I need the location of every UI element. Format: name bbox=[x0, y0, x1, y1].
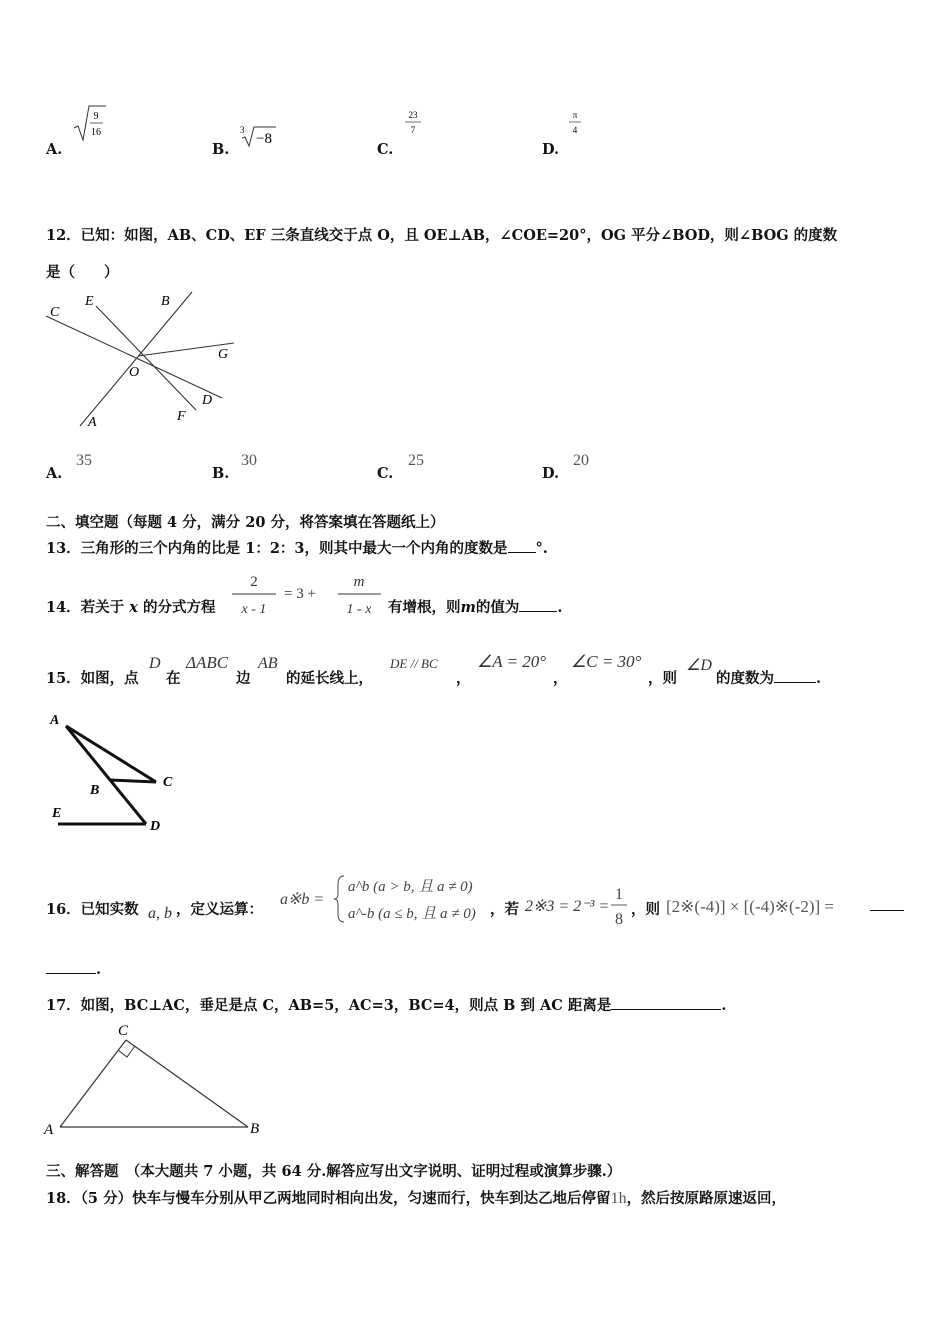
section3-title: 三、解答题 （本大题共 7 小题，共 64 分.解答应写出文字说明、证明过程或演算步骤.） bbox=[46, 1163, 622, 1180]
q14-var-x: x bbox=[129, 599, 138, 616]
segment-ad bbox=[66, 726, 146, 824]
q12-option-b-label: B. bbox=[212, 465, 230, 482]
q14-frac1-den: x - 1 bbox=[241, 602, 267, 617]
q15-comma2: ， bbox=[553, 670, 568, 687]
q11-option-b-label: B. bbox=[212, 141, 230, 158]
q14-prefix: 14．若关于 x 的分式方程 bbox=[46, 599, 216, 616]
q11-option-d-fraction bbox=[566, 108, 584, 138]
q11-option-c-fraction bbox=[402, 108, 424, 138]
q16-p4: ，则 bbox=[631, 901, 660, 918]
q12-option-b-value: 30 bbox=[241, 452, 257, 469]
q16-answer-blank-1[interactable] bbox=[870, 910, 904, 911]
q15-cond1: DE // BC bbox=[390, 656, 438, 671]
q18-p2: ，然后按原路原速返回， bbox=[626, 1190, 787, 1207]
label-c: C bbox=[118, 1023, 129, 1039]
q16-p3: ，若 bbox=[490, 901, 519, 918]
q11-d-num: π bbox=[572, 110, 578, 120]
q11-a-num: 9 bbox=[93, 111, 99, 122]
q15-triangle: ΔABC bbox=[186, 653, 229, 672]
q14-suffix: 有增根，则m的值为 . bbox=[388, 599, 563, 616]
label-b: B bbox=[90, 783, 100, 798]
q14-frac2-den: 1 - x bbox=[346, 602, 372, 617]
q15-point-d: D bbox=[149, 655, 161, 672]
q11-option-b-cuberoot bbox=[238, 124, 280, 148]
q11-a-den: 16 bbox=[91, 127, 101, 138]
label-f: F bbox=[177, 409, 186, 424]
q13-answer-blank[interactable] bbox=[508, 540, 536, 553]
q17-figure bbox=[42, 1016, 272, 1140]
segment-cb bbox=[126, 1040, 248, 1127]
q15-comma1: ， bbox=[456, 670, 471, 687]
q14-eq: = 3 + bbox=[284, 586, 316, 602]
q11-option-c-label: C. bbox=[377, 141, 394, 158]
q18-p1: 18．（5 分）快车与慢车分别从甲乙两地同时相向出发，匀速而行，快车到达乙地后停留 bbox=[46, 1190, 611, 1207]
q12-option-c-label: C. bbox=[377, 465, 394, 482]
q12-stem-line1: 12．已知：如图，AB、CD、EF 三条直线交于点 O，且 OE⊥AB，∠COE=20°，OG 平分∠BOD，则∠BOG 的度数 bbox=[46, 227, 838, 244]
q12-option-a-label: A. bbox=[46, 465, 63, 482]
q16-example: 2※3 = 2⁻³ = bbox=[525, 898, 610, 915]
segment-ac bbox=[60, 1040, 126, 1127]
q15-p3: 边 bbox=[236, 670, 251, 687]
q18-unit: 1h bbox=[610, 1190, 627, 1207]
q16-frac-num: 1 bbox=[615, 886, 623, 903]
q16-case2: a^-b (a ≤ b, 且 a ≠ 0) bbox=[348, 906, 476, 922]
q14-answer-blank[interactable] bbox=[519, 599, 557, 612]
q12-figure bbox=[42, 286, 242, 432]
q14-equation bbox=[228, 570, 388, 620]
q12-option-c-value: 25 bbox=[408, 452, 424, 469]
q16-fraction bbox=[608, 880, 630, 930]
q13-suffix: °. bbox=[535, 540, 548, 557]
label-e: E bbox=[85, 294, 94, 309]
q15-ab: AB bbox=[258, 655, 278, 672]
q11-option-d-label: D. bbox=[542, 141, 560, 158]
q16-def: a※b = bbox=[280, 891, 325, 908]
q16-p1: 16．已知实数 bbox=[46, 901, 139, 918]
segment-ac bbox=[66, 726, 156, 782]
segment-bc bbox=[110, 780, 156, 782]
q15-p5: ，则 bbox=[648, 670, 677, 687]
q16-frac-den: 8 bbox=[615, 911, 623, 928]
q15-cond2: ∠A = 20° bbox=[477, 652, 547, 671]
line-ab bbox=[80, 292, 192, 426]
q13 bbox=[46, 537, 548, 558]
label-d: D bbox=[150, 819, 161, 834]
label-c: C bbox=[163, 775, 173, 790]
label-d: D bbox=[202, 393, 213, 408]
q16-answer-blank-2[interactable] bbox=[46, 961, 96, 974]
q12-option-a-value: 35 bbox=[76, 452, 92, 469]
label-b: B bbox=[250, 1121, 260, 1137]
q15-p2: 在 bbox=[166, 670, 181, 687]
q12-option-d-label: D. bbox=[542, 465, 560, 482]
q11-d-den: 4 bbox=[572, 125, 578, 135]
q14-frac1-num: 2 bbox=[250, 574, 258, 590]
q15-figure bbox=[44, 706, 184, 836]
q16-ab: a, b bbox=[148, 905, 172, 922]
label-a: A bbox=[50, 713, 60, 728]
q16-line2: . bbox=[46, 961, 101, 978]
q15-p1: 15．如图，点 bbox=[46, 670, 139, 687]
q12-stem-line2: 是（ ） bbox=[46, 264, 119, 281]
label-b: B bbox=[161, 294, 170, 309]
section2-title: 二、填空题（每题 4 分，满分 20 分，将答案填在答题纸上） bbox=[46, 514, 445, 531]
q17-answer-blank[interactable] bbox=[611, 997, 721, 1010]
q11-b-index: 3 bbox=[240, 125, 245, 135]
q13-text: 13．三角形的三个内角的比是 1：2：3，则其中最大一个内角的度数是 bbox=[46, 540, 508, 557]
q14-var-m: m bbox=[460, 599, 476, 616]
q12-option-d-value: 20 bbox=[573, 452, 589, 469]
q11-c-num: 23 bbox=[408, 110, 418, 120]
q15-angle-d: ∠D bbox=[686, 657, 712, 674]
label-e: E bbox=[52, 806, 62, 821]
q18 bbox=[46, 1187, 786, 1208]
label-o: O bbox=[129, 365, 140, 380]
line-cd bbox=[46, 316, 222, 398]
q11-b-expr: −8 bbox=[256, 131, 272, 147]
q11-option-a-label: A. bbox=[46, 141, 63, 158]
q11-c-den: 7 bbox=[410, 125, 416, 135]
label-c: C bbox=[50, 305, 60, 320]
q15-p4: 的延长线上， bbox=[286, 670, 373, 687]
line-ef bbox=[96, 306, 196, 410]
q15-p6: 的度数为 . bbox=[716, 670, 822, 687]
q17: 17．如图，BC⊥AC，垂足是点 C，AB=5，AC=3，BC=4，则点 B 到 AC 距离是 . bbox=[46, 997, 727, 1014]
q16-case1: a^b (a > b, 且 a ≠ 0) bbox=[348, 879, 473, 895]
q15-cond3: ∠C = 30° bbox=[571, 652, 642, 671]
q16-definition bbox=[278, 870, 500, 928]
label-a: A bbox=[88, 415, 97, 430]
label-a: A bbox=[44, 1122, 54, 1138]
q17-text: 17．如图，BC⊥AC，垂足是点 C，AB=5，AC=3，BC=4，则点 B 到 AC 距离是 bbox=[46, 997, 612, 1014]
q16-p2: ，定义运算： bbox=[176, 901, 263, 918]
q16-expression: [2※(-4)] × [(-4)※(-2)] = bbox=[666, 897, 835, 916]
q15-answer-blank[interactable] bbox=[774, 670, 816, 683]
q14-frac2-num: m bbox=[353, 574, 365, 590]
q11-option-a-sqrt bbox=[72, 104, 108, 144]
label-g: G bbox=[218, 347, 229, 362]
